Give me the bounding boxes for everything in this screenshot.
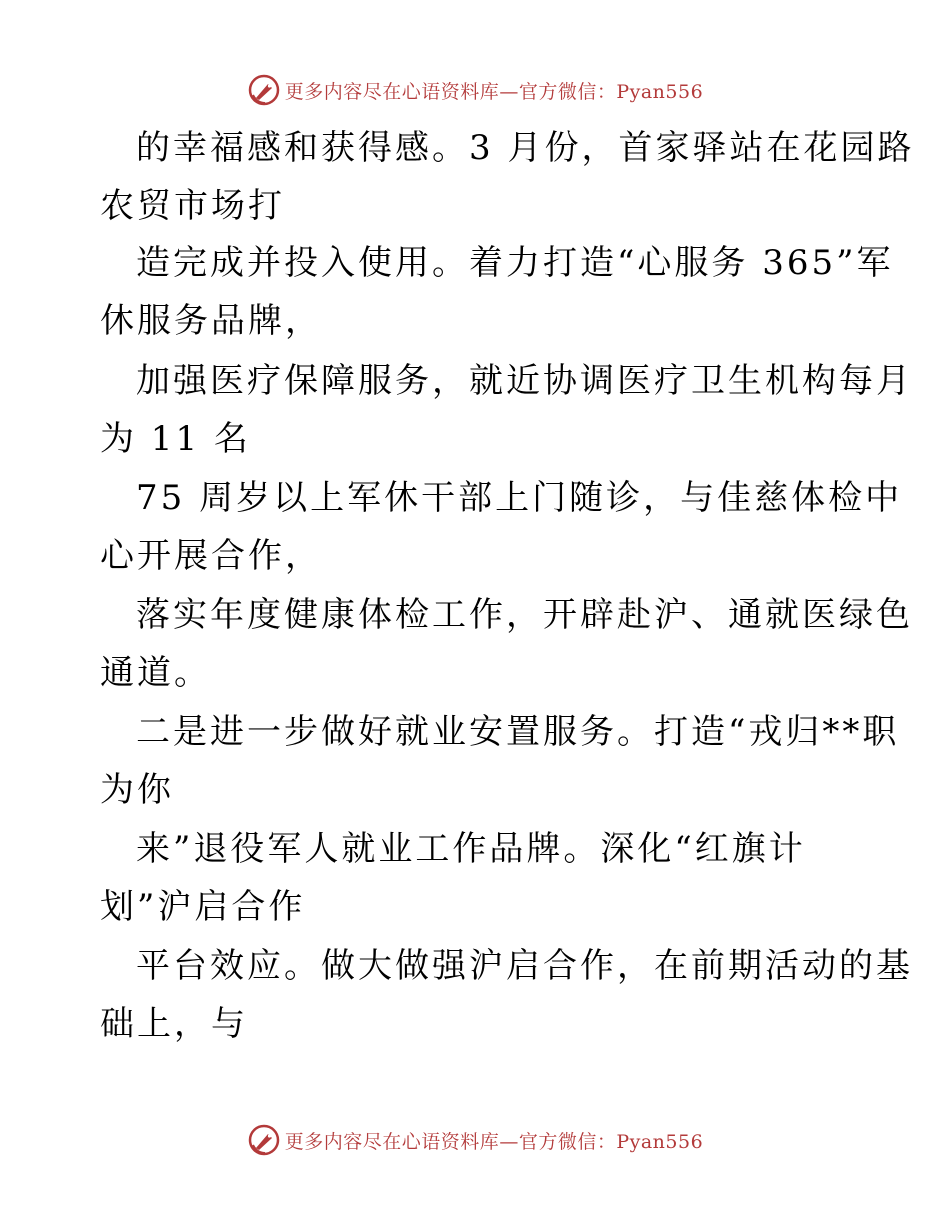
- watermark-wechat-label: 官方微信：: [518, 1130, 617, 1153]
- footer-watermark: [0, 1120, 950, 1160]
- body-line: 通道。: [100, 653, 211, 693]
- watermark-dash: —: [499, 80, 519, 103]
- body-line: 休服务品牌，: [100, 301, 322, 341]
- body-line: 为你: [100, 770, 174, 810]
- watermark-text: [285, 1127, 703, 1154]
- body-line: 75 周岁以上军休干部上门随诊，与佳慈体检中: [136, 478, 903, 518]
- body-line: 的幸福感和获得感。3 月份，首家驿站在花园路: [136, 128, 915, 168]
- watermark-dash: —: [499, 1130, 519, 1153]
- watermark-wechat-label: 官方微信：: [518, 80, 617, 103]
- watermark-main-text: 更多内容尽在心语资料库: [284, 80, 500, 103]
- body-line: 平台效应。做大做强沪启合作，在前期活动的基: [136, 946, 913, 986]
- pen-nib-logo-icon: [247, 1123, 281, 1157]
- body-line: 础上，与: [100, 1004, 248, 1044]
- body-line: 加强医疗保障服务，就近协调医疗卫生机构每月: [136, 361, 913, 401]
- watermark-text: [285, 77, 703, 104]
- body-line: 二是进一步做好就业安置服务。打造“戎归**职: [136, 712, 900, 752]
- watermark-wechat-id: Pyan556: [616, 1130, 704, 1153]
- body-line: 划”沪启合作: [100, 887, 306, 927]
- body-line: 农贸市场打: [100, 186, 285, 226]
- watermark-wechat-id: Pyan556: [616, 80, 704, 103]
- body-line: 落实年度健康体检工作，开辟赴沪、通就医绿色: [136, 595, 913, 635]
- watermark-main-text: 更多内容尽在心语资料库: [284, 1130, 500, 1153]
- body-line: 造完成并投入使用。着力打造“心服务 365”军: [136, 243, 894, 283]
- body-line: 来”退役军人就业工作品牌。深化“红旗计: [136, 829, 806, 869]
- pen-nib-logo-icon: [247, 73, 281, 107]
- header-watermark: [0, 70, 950, 110]
- body-line: 为 11 名: [100, 419, 251, 459]
- body-line: 心开展合作，: [100, 536, 322, 576]
